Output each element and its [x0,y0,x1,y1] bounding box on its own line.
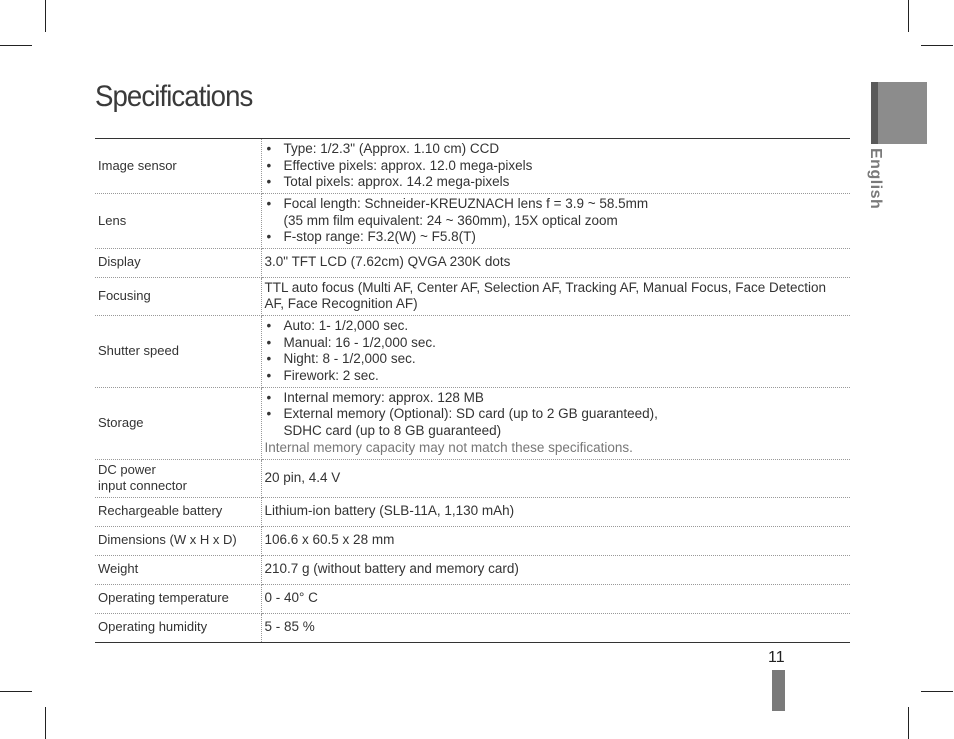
crop-mark-bottom-right-vertical [908,707,909,739]
list-item-line: • External memory (Optional): SD card (up to 2 GB guaranteed), [283,406,658,421]
spec-value [261,315,850,387]
spec-value: 5 - 85 % [264,619,315,635]
crop-mark-top-left-horizontal [0,45,32,46]
table-row [95,315,850,387]
spec-label: Focusing [95,277,261,315]
language-label: English [867,148,884,210]
spec-label: Lens [95,194,261,249]
list-item-line: SDHC card (up to 8 GB guaranteed) [283,422,502,438]
spec-label [95,459,261,497]
spec-value: 210.7 g (without battery and memory card) [261,555,850,584]
list-item: • Internal memory: approx. 128 MB [265,390,849,407]
crop-mark-top-left-vertical [45,0,46,32]
storage-note: Internal memory capacity may not match these specifications. [264,440,633,455]
spec-value: 3.0" TFT LCD (7.62cm) QVGA 230K dots [261,248,850,277]
bullet-list [265,318,849,384]
spec-label: Display [95,248,261,277]
crop-mark-bottom-left-horizontal [0,691,32,692]
spec-value [261,387,850,459]
page-number: 11 [768,649,785,666]
spec-value: 0 - 40° C [261,584,850,613]
list-item [265,406,849,439]
list-item: • Auto: 1- 1/2,000 sec. [265,318,849,335]
spec-label: Operating humidity [95,613,261,642]
list-item: • Effective pixels: approx. 12.0 mega-pixels [265,158,849,175]
language-tab [871,82,927,144]
table-row [95,387,850,459]
bullet-list [265,390,849,440]
spec-label-line: input connector [98,478,187,493]
page-number-bar [772,670,785,711]
table-row [95,555,850,584]
list-item-line: • Focal length: Schneider-KREUZNACH lens f = 3.9 ~ 58.5mm [283,196,649,211]
spec-label: Rechargeable battery [95,497,261,526]
spec-label: Dimensions (W x H x D) [95,526,261,555]
spec-value: TTL auto focus (Multi AF, Center AF, Selection AF, Tracking AF, Manual Focus, Face Detection AF, Face Recognition AF) [261,277,850,315]
language-tab-stripe [871,82,878,144]
list-item: • Firework: 2 sec. [265,368,849,385]
bullet-list [265,141,849,191]
crop-mark-bottom-right-horizontal [921,691,953,692]
table-row [95,613,850,642]
list-item: • Total pixels: approx. 14.2 mega-pixels [265,174,849,191]
table-row [95,248,850,277]
spec-value [261,194,850,249]
table-row [95,194,850,249]
list-item: • Type: 1/2.3" (Approx. 1.10 cm) CCD [265,141,849,158]
spec-label: Shutter speed [95,315,261,387]
spec-value [261,139,850,194]
spec-value: 20 pin, 4.4 V [261,459,850,497]
spec-value: 106.6 x 60.5 x 28 mm [261,526,850,555]
bullet-list [265,196,849,246]
table-row [95,526,850,555]
crop-mark-top-right-vertical [908,0,909,32]
table-row [95,459,850,497]
crop-mark-bottom-left-vertical [45,707,46,739]
spec-label: Operating temperature [95,584,261,613]
crop-mark-top-right-horizontal [921,45,953,46]
list-item: • Manual: 16 - 1/2,000 sec. [265,335,849,352]
spec-label-line: DC power [98,461,156,477]
list-item: • F-stop range: F3.2(W) ~ F5.8(T) [265,229,849,246]
spec-label: Weight [95,555,261,584]
list-item [265,196,849,229]
page-title: Specifications [95,80,253,113]
table-row [95,497,850,526]
list-item: • Night: 8 - 1/2,000 sec. [265,351,849,368]
table-row [95,584,850,613]
spec-value: Lithium-ion battery (SLB-11A, 1,130 mAh) [261,497,850,526]
specifications-table [95,138,850,643]
table-row [95,139,850,194]
table-row [95,277,850,315]
list-item-line: (35 mm film equivalent: 24 ~ 360mm), 15X optical zoom [283,212,618,228]
spec-label: Image sensor [95,139,261,194]
spec-label: Storage [95,387,261,459]
